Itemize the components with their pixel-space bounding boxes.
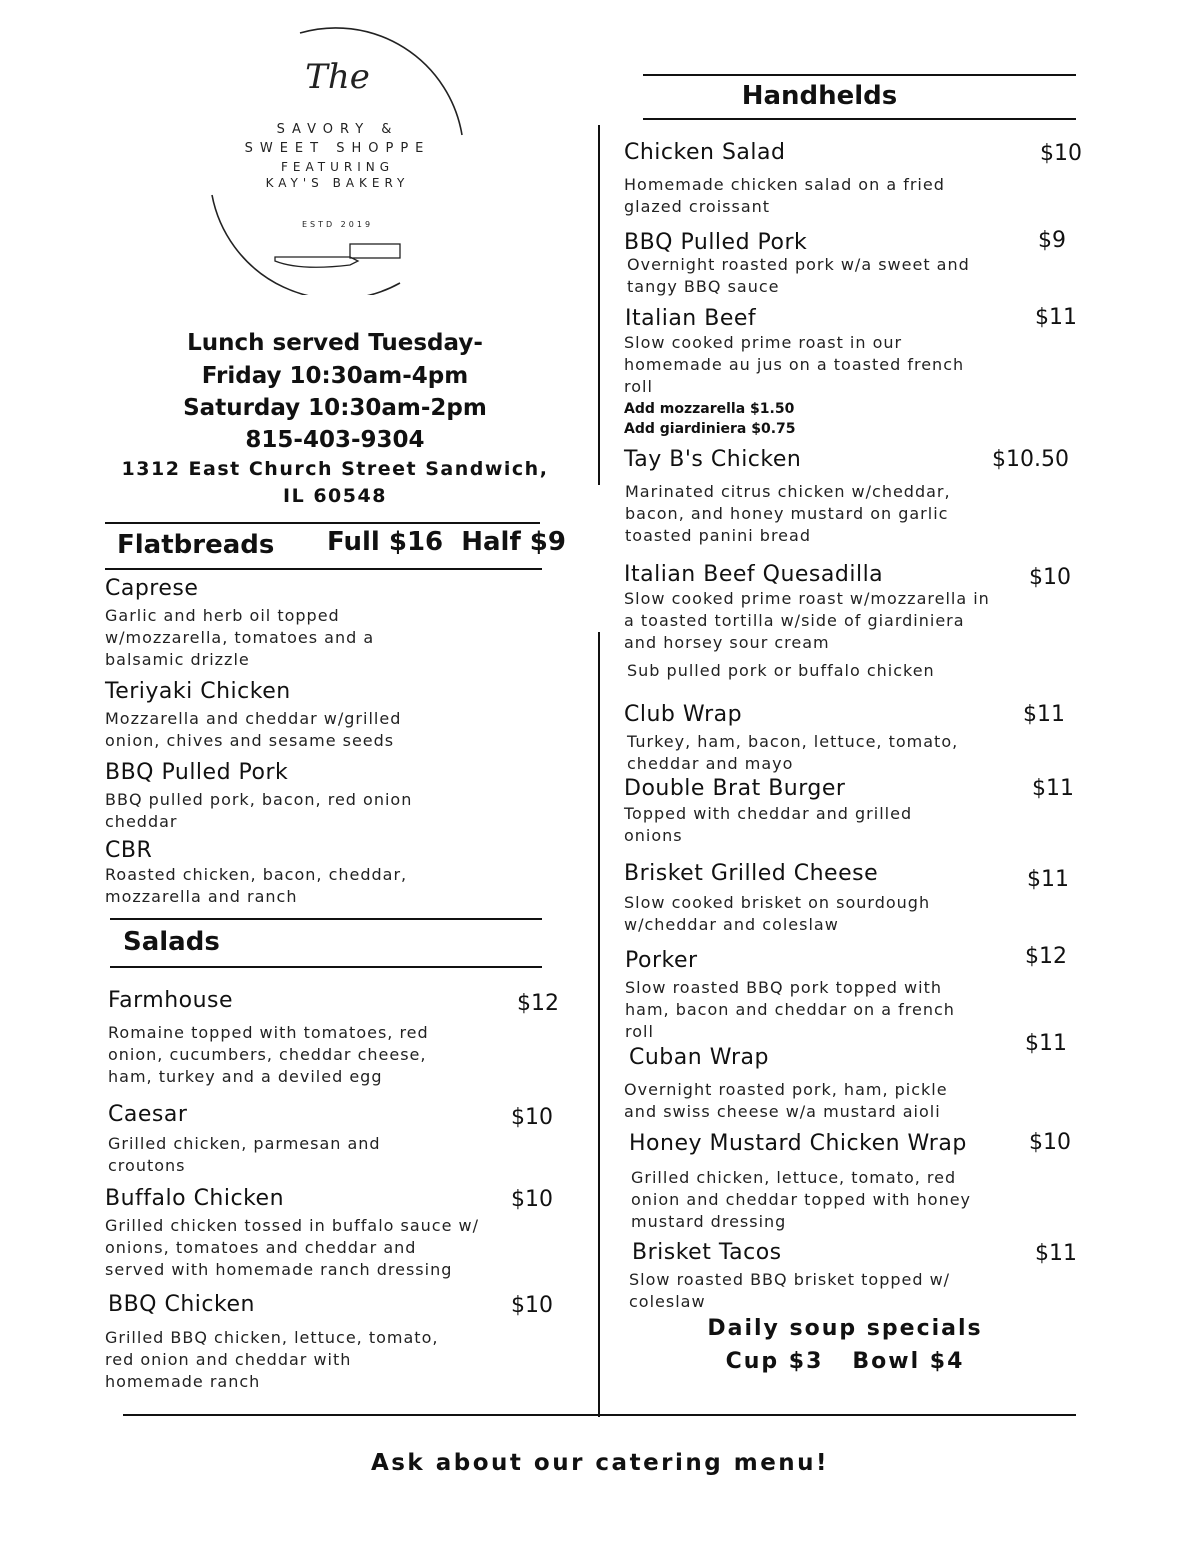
menu-item-name: Chicken Salad (624, 140, 786, 165)
menu-item-price: $11 (1035, 1241, 1077, 1266)
menu-item-note: Sub pulled pork or buffalo chicken (627, 661, 935, 680)
menu-item-desc: Romaine topped with tomatoes, red onion, cucumbers, cheddar cheese, ham, turkey and a deviled egg (108, 1023, 429, 1086)
menu-item-desc: Grilled BBQ chicken, lettuce, tomato, red onion and cheddar with homemade ranch (105, 1328, 439, 1391)
menu-item-price: $12 (1025, 944, 1067, 969)
logo-estd: ESTD 2019 (301, 220, 374, 229)
menu-item-desc: Grilled chicken, parmesan and croutons (108, 1134, 381, 1175)
menu-item-price: $11 (1032, 776, 1074, 801)
menu-item-desc: Slow cooked prime roast in our homemade au jus on a toasted french roll (624, 333, 965, 396)
menu-item-desc: Grilled chicken tossed in buffalo sauce w/ onions, tomatoes and cheddar and served with homemade ranch dressing (105, 1216, 480, 1279)
menu-item-desc: BBQ pulled pork, bacon, red onion cheddar (105, 790, 413, 831)
menu-item-name: Italian Beef Quesadilla (624, 562, 884, 587)
menu-item-desc: Slow roasted BBQ pork topped with ham, bacon and cheddar on a french roll (625, 978, 955, 1041)
logo-line3: FEATURING (280, 160, 395, 174)
divider (110, 966, 542, 968)
logo-line2: SWEET SHOPPE (244, 141, 431, 156)
menu-item-price: $9 (1038, 228, 1066, 253)
menu-item-name: CBR (105, 838, 153, 863)
menu-item-price: $12 (517, 991, 559, 1016)
logo (200, 25, 475, 295)
catering-note: Ask about our catering menu! (370, 1450, 830, 1476)
divider (123, 1414, 1076, 1416)
menu-item-price: $11 (1025, 1031, 1067, 1056)
soup-specials-title: Daily soup specials (707, 1316, 983, 1341)
menu-item-desc: Turkey, ham, bacon, lettuce, tomato, cheddar and mayo (627, 732, 959, 773)
menu-item-name: Porker (625, 948, 698, 973)
menu-item-name: BBQ Chicken (108, 1292, 255, 1317)
menu-item-price: $11 (1027, 867, 1069, 892)
divider (110, 918, 542, 920)
hours-line-1: Lunch served Tuesday- (187, 330, 483, 356)
section-title-salads: Salads (123, 927, 220, 957)
menu-item-name: Double Brat Burger (624, 776, 846, 801)
menu-item-addon: Add mozzarella $1.50 (624, 401, 795, 417)
menu-item-desc: Marinated citrus chicken w/cheddar, bacon, and honey mustard on garlic toasted panini bread (625, 482, 951, 545)
logo-script: The (305, 57, 370, 97)
menu-item-price: $10 (511, 1187, 553, 1212)
menu-item-name: Brisket Tacos (632, 1240, 782, 1265)
menu-item-name: Brisket Grilled Cheese (624, 861, 879, 886)
menu-item-desc: Slow cooked brisket on sourdough w/cheddar and coleslaw (624, 893, 931, 934)
menu-item-desc: Grilled chicken, lettuce, tomato, red onion and cheddar topped with honey mustard dressing (631, 1168, 972, 1231)
soup-prices: Cup $3 Bowl $4 (725, 1349, 965, 1374)
menu-item-desc: Slow cooked prime roast w/mozzarella in a toasted tortilla w/side of giardiniera and horsey sour cream (624, 589, 990, 652)
menu-item-name: Farmhouse (108, 988, 234, 1013)
logo-line4: KAY'S BAKERY (265, 176, 410, 190)
menu-item-price: $10 (1040, 141, 1082, 166)
divider (643, 118, 1076, 120)
divider (105, 522, 540, 524)
menu-item-desc: Topped with cheddar and grilled onions (624, 804, 913, 845)
menu-item-desc: Homemade chicken salad on a fried glazed croissant (624, 175, 945, 216)
menu-item-name: BBQ Pulled Pork (105, 760, 289, 785)
menu-item-name: Teriyaki Chicken (105, 679, 291, 704)
section-title-flatbreads: Flatbreads (117, 530, 275, 560)
vertical-divider (598, 125, 600, 485)
menu-item-price: $10 (511, 1105, 553, 1130)
menu-item-price: $11 (1023, 702, 1065, 727)
menu-item-addon: Add giardiniera $0.75 (624, 421, 796, 437)
menu-item-name: Buffalo Chicken (105, 1186, 285, 1211)
hours-line-2: Friday 10:30am-4pm (201, 363, 469, 389)
menu-item-desc: Overnight roasted pork w/a sweet and tangy BBQ sauce (627, 255, 970, 296)
phone-number: 815-403-9304 (245, 427, 425, 453)
menu-item-desc: Garlic and herb oil topped w/mozzarella, tomatoes and a balsamic drizzle (105, 606, 375, 669)
address-line-1: 1312 East Church Street Sandwich, (121, 458, 549, 480)
menu-item-price: $10 (1029, 565, 1071, 590)
menu-item-name: Caprese (105, 576, 199, 601)
menu-item-desc: Mozzarella and cheddar w/grilled onion, chives and sesame seeds (105, 709, 402, 750)
menu-item-name: Club Wrap (624, 702, 743, 727)
vertical-divider (598, 632, 600, 1417)
divider (643, 74, 1076, 76)
hours-line-3: Saturday 10:30am-2pm (183, 395, 487, 421)
menu-item-price: $10 (511, 1293, 553, 1318)
menu-item-desc: Slow roasted BBQ brisket topped w/ coleslaw (629, 1270, 951, 1311)
divider (105, 568, 542, 570)
menu-item-price: $10 (1029, 1130, 1071, 1155)
section-title-handhelds: Handhelds (741, 81, 898, 111)
flatbreads-prices: Full $16 Half $9 (327, 527, 566, 557)
menu-item-desc: Overnight roasted pork, ham, pickle and swiss cheese w/a mustard aioli (624, 1080, 948, 1121)
menu-item-price: $11 (1035, 305, 1077, 330)
menu-item-name: Caesar (108, 1102, 188, 1127)
menu-item-name: Tay B's Chicken (624, 447, 802, 472)
logo-line1: SAVORY & (276, 122, 399, 137)
menu-item-name: Italian Beef (625, 306, 757, 331)
menu-item-name: BBQ Pulled Pork (624, 230, 808, 255)
address-line-2: IL 60548 (283, 485, 387, 507)
menu-item-desc: Roasted chicken, bacon, cheddar, mozzarella and ranch (105, 865, 408, 906)
menu-item-name: Honey Mustard Chicken Wrap (629, 1131, 967, 1156)
menu-item-name: Cuban Wrap (629, 1045, 769, 1070)
menu-item-price: $10.50 (992, 447, 1069, 472)
